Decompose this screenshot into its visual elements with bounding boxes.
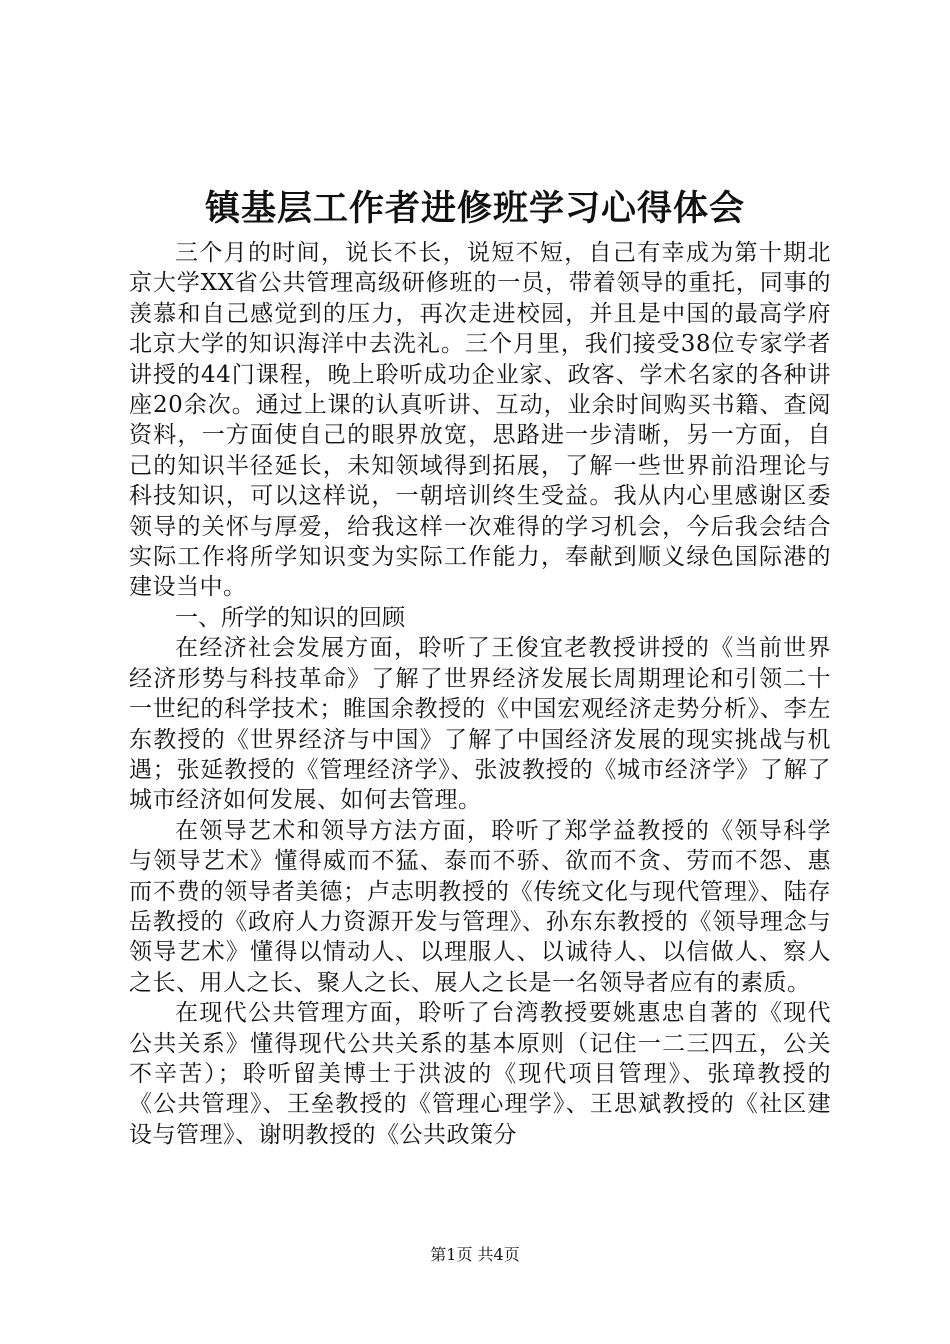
section-heading-review: 一、所学的知识的回顾 (175, 604, 405, 631)
page-number-footer: 第1页 共4页 (430, 1245, 520, 1264)
leadership-paragraph: 在领导艺术和领导方法方面，聆听了郑学益教授的《领导科学与领导艺术》懂得威而不猛、泰而不骄、欲而不贪、劳而不怨、惠而不费的领导者美德；卢志明教授的《传统文化与现代管理》、陆存岳教授的《政府人力资源开发与管理》、孙东东教授的《领导理念与领导艺术》懂得以情动人、以理服人、以诚待人、以信做人、察人之长、用人之长、聚人之长、展人之长是一名领导者应有的素质。 (129, 817, 831, 996)
document-title: 镇基层工作者进修班学习心得体会 (204, 188, 745, 229)
document-body (129, 238, 831, 1150)
economy-paragraph: 在经济社会发展方面，聆听了王俊宜老教授讲授的《当前世界经济形势与科技革命》了解了世界经济发展长周期理论和引领二十一世纪的科学技术；睢国余教授的《中国宏观经济走势分析》、李左东教授的《世界经济与中国》了解了中国经济发展的现实挑战与机遇；张延教授的《管理经济学》、张波教授的《城市经济学》了解了城市经济如何发展、如何去管理。 (129, 635, 831, 814)
intro-paragraph: 三个月的时间，说长不长，说短不短，自己有幸成为第十期北京大学XX省公共管理高级研修班的一员，带着领导的重托，同事的羡慕和自己感觉到的压力，再次走进校园，并且是中国的最高学府北京大学的知识海洋中去洗礼。三个月里，我们接受38位专家学者讲授的44门课程，晚上聆听成功企业家、政客、学术名家的各种讲座20余次。通过上课的认真听讲、互动，业余时间购买书籍、查阅资料，一方面使自己的眼界放宽，思路进一步清晰，另一方面，自己的知识半径延长，未知领域得到拓展，了解一些世界前沿理论与科技知识，可以这样说，一朝培训终生受益。我从内心里感谢区委领导的关怀与厚爱，给我这样一次难得的学习机会，今后我会结合实际工作将所学知识变为实际工作能力，奉献到顺义绿色国际港的建设当中。 (129, 240, 831, 601)
public-management-paragraph: 在现代公共管理方面，聆听了台湾教授要姚惠忠自著的《现代公共关系》懂得现代公共关系的基本原则（记住一二三四五，公关不辛苦）；聆听留美博士于洪波的《现代项目管理》、张璋教授的《公共管理》、王垒教授的《管理心理学》、王思斌教授的《社区建设与管理》、谢明教授的《公共政策分 (129, 1000, 831, 1148)
